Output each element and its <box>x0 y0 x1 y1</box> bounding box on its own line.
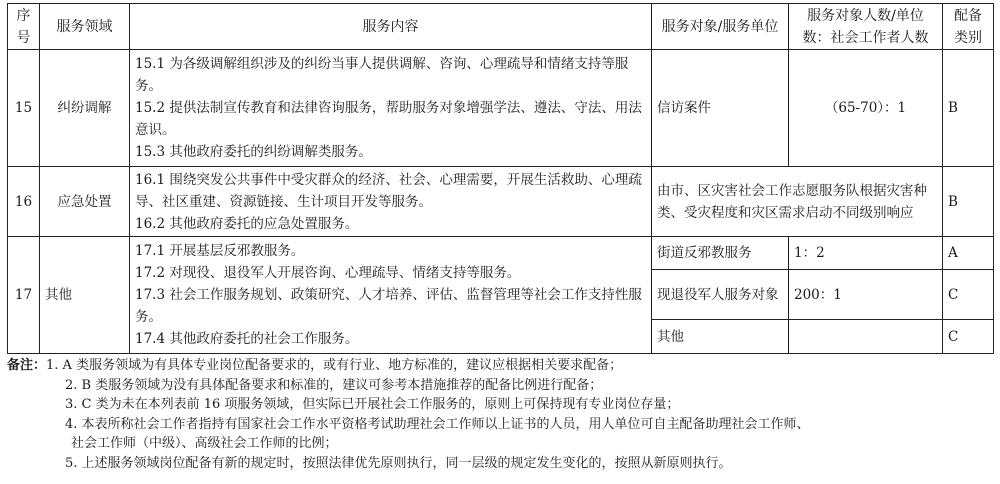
cell-category: A <box>943 237 994 270</box>
cell-domain: 应急处置 <box>40 167 130 237</box>
cell-target: 其他 <box>652 320 789 354</box>
note-1: 备注：1. A 类服务领域为有具体专业岗位配备要求的，或有行业、地方标准的，建议应根据相关要求配备； <box>7 358 623 373</box>
header-seq: 序号 <box>8 4 40 50</box>
cell-ratio <box>789 320 943 354</box>
notes <box>7 356 993 473</box>
service-table <box>7 3 994 354</box>
note-4-cont: 社会工作师（中级）、高级社会工作师的比例； <box>71 436 338 451</box>
cell-content <box>130 50 652 167</box>
header-ratio: 服务对象人数/单位数：社会工作者人数 <box>789 4 943 50</box>
cell-category: C <box>943 270 994 320</box>
table-row-15 <box>8 50 994 167</box>
header-row <box>8 4 994 50</box>
cell-domain: 纠纷调解 <box>40 50 130 167</box>
cell-seq: 17 <box>8 237 40 354</box>
content-item: 17.3 社会工作服务规划、政策研究、人才培养、评估、监督管理等社会工作支持性服务。 <box>135 287 642 325</box>
header-category: 配备类别 <box>943 4 994 50</box>
cell-target: 现退役军人服务对象 <box>652 270 789 320</box>
cell-seq: 15 <box>8 50 40 167</box>
cell-target: 信访案件 <box>652 50 789 167</box>
content-item: 15.1 为各级调解组织涉及的纠纷当事人提供调解、咨询、心理疏导和情绪支持等服务。 <box>135 56 629 94</box>
content-item: 15.3 其他政府委托的纠纷调解类服务。 <box>135 144 372 160</box>
cell-ratio: （65-70）：1 <box>789 50 943 167</box>
note-4: 4. 本表所称社会工作者指持有国家社会工作水平资格考试助理社会工作师以上证书的人员，用人单位可自主配备助理社会工作师、 <box>65 416 810 432</box>
cell-ratio: 200：1 <box>789 270 943 320</box>
cell-domain: 其他 <box>40 237 130 354</box>
content-item: 17.2 对现役、退役军人开展咨询、心理疏导、情绪支持等服务。 <box>135 265 521 281</box>
content-item: 17.1 开展基层反邪教服务。 <box>135 243 305 259</box>
cell-target: 由市、区灾害社会工作志愿服务队根据灾害种类、受灾程度和灾区需求启动不同级别响应 <box>652 167 943 237</box>
cell-target: 街道反邪教服务 <box>652 237 789 270</box>
cell-content <box>130 167 652 237</box>
cell-ratio: 1：2 <box>789 237 943 270</box>
cell-seq: 16 <box>8 167 40 237</box>
document <box>7 3 993 473</box>
cell-content <box>130 237 652 354</box>
header-content: 服务内容 <box>130 4 652 50</box>
note-2: 2. B 类服务领域为没有具体配备要求和标准的，建议可参考本措施推荐的配备比例进行配备； <box>65 377 603 393</box>
cell-category: B <box>943 50 994 167</box>
content-item: 16.1 围绕突发公共事件中受灾群众的经济、社会、心理需要，开展生活救助、心理疏导、社区重建、资源链接、生计项目开发等服务。 <box>135 171 642 210</box>
table-row-17 <box>8 237 994 270</box>
header-domain: 服务领域 <box>40 4 130 50</box>
notes-label: 备注： <box>7 358 47 373</box>
note-5: 5. 上述服务领域岗位配备有新的规定时，按照法律优先原则执行，同一层级的规定发生变化的，按照从新原则执行。 <box>65 455 732 471</box>
content-item: 17.4 其他政府委托的社会工作服务。 <box>135 331 359 347</box>
table-row-16 <box>8 167 994 237</box>
content-item: 16.2 其他政府委托的应急处置服务。 <box>135 215 359 232</box>
cell-category: B <box>943 167 994 237</box>
content-item: 15.2 提供法制宣传教育和法律咨询服务，帮助服务对象增强学法、遵法、守法、用法意识。 <box>135 100 642 138</box>
header-target: 服务对象/服务单位 <box>652 4 789 50</box>
note-3: 3. C 类为未在本列表前 16 项服务领域，但实际已开展社会工作服务的，原则上可保持现有专业岗位存量； <box>65 397 680 412</box>
cell-category: C <box>943 320 994 354</box>
